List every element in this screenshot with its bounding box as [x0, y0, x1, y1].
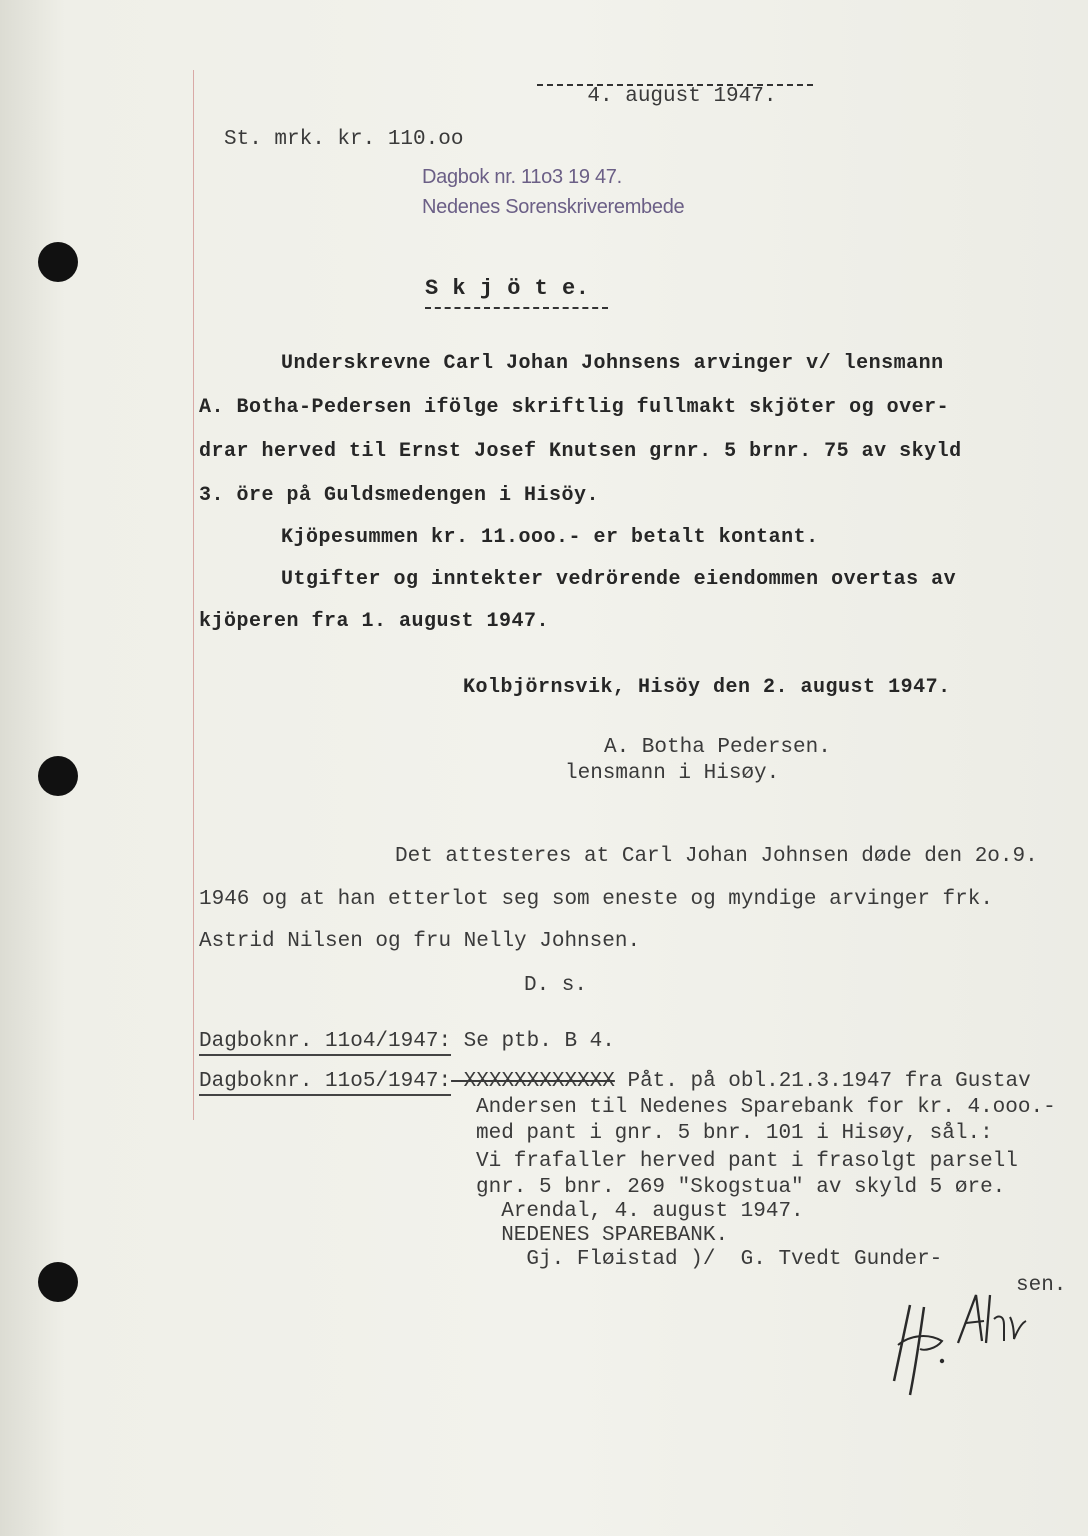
place-and-date: Kolbjörnsvik, Hisöy den 2. august 1947. [463, 676, 951, 699]
deed-paragraph-line: Underskrevne Carl Johan Johnsens arvinger v/ lensmann [281, 352, 944, 375]
entry-text: gnr. 5 bnr. 269 "Skogstua" av skyld 5 øre. [476, 1176, 1006, 1199]
date-underline [537, 84, 813, 86]
deed-title: S k j ö t e. [425, 276, 590, 301]
registry-stamp-office: Nedenes Sorenskriverembede [422, 196, 685, 218]
attestation-line: Astrid Nilsen og fru Nelly Johnsen. [199, 930, 641, 953]
entry-label: Dagboknr. 11o5/1947: [199, 1070, 451, 1096]
entry-text: sen. [1016, 1274, 1067, 1297]
entry-text: med pant i gnr. 5 bnr. 101 i Hisøy, sål.: [476, 1122, 993, 1145]
struck-text: XXXXXXXXXXXX [451, 1070, 615, 1093]
margin-rule [193, 70, 194, 1120]
deed-paragraph-line: Utgifter og inntekter vedrörende eiendommen overtas av [281, 568, 957, 591]
journal-entry [199, 1030, 615, 1053]
purchase-sum-line: Kjöpesummen kr. 11.ooo.- er betalt kontant. [281, 526, 819, 549]
entry-label: Dagboknr. 11o4/1947: [199, 1030, 451, 1056]
deed-paragraph-line: drar herved til Ernst Josef Knutsen grnr. 5 brnr. 75 av skyld [199, 440, 962, 463]
entry-text: Gj. Fløistad )/ G. Tvedt Gunder- [476, 1248, 943, 1271]
registry-stamp-number: Dagbok nr. 11o3 19 47. [422, 166, 622, 188]
punch-hole [38, 756, 78, 796]
journal-entry [199, 1070, 1031, 1093]
entry-text: Se ptb. B 4. [451, 1030, 615, 1053]
deed-paragraph-line: kjöperen fra 1. august 1947. [199, 610, 550, 633]
handwritten-signature [880, 1285, 1030, 1405]
attestation-sign: D. s. [524, 974, 588, 997]
punch-hole [38, 242, 78, 282]
entry-text: Arendal, 4. august 1947. [476, 1200, 804, 1223]
attestation-line: Det attesteres at Carl Johan Johnsen døde den 2o.9. [395, 845, 1038, 868]
punch-hole [38, 1262, 78, 1302]
attestation-line: 1946 og at han etterlot seg som eneste og myndige arvinger frk. [199, 888, 993, 911]
signer-name: A. Botha Pedersen. [604, 736, 831, 759]
entry-text: Vi frafaller herved pant i frasolgt parsell [476, 1150, 1018, 1173]
deed-paragraph-line: 3. öre på Guldsmedengen i Hisöy. [199, 484, 600, 507]
stamp-duty: St. mrk. kr. 110.oo [224, 128, 464, 151]
entry-text: Påt. på obl.21.3.1947 fra Gustav [614, 1070, 1031, 1093]
entry-text: NEDENES SPAREBANK. [476, 1224, 729, 1247]
title-underline [425, 307, 608, 309]
deed-paragraph-line: A. Botha-Pedersen ifölge skriftlig fullmakt skjöter og over- [199, 396, 950, 419]
document-date: 4. august 1947. [587, 85, 777, 108]
entry-text: Andersen til Nedenes Sparebank for kr. 4.ooo.- [476, 1096, 1056, 1119]
signer-title: lensmann i Hisøy. [565, 762, 780, 785]
